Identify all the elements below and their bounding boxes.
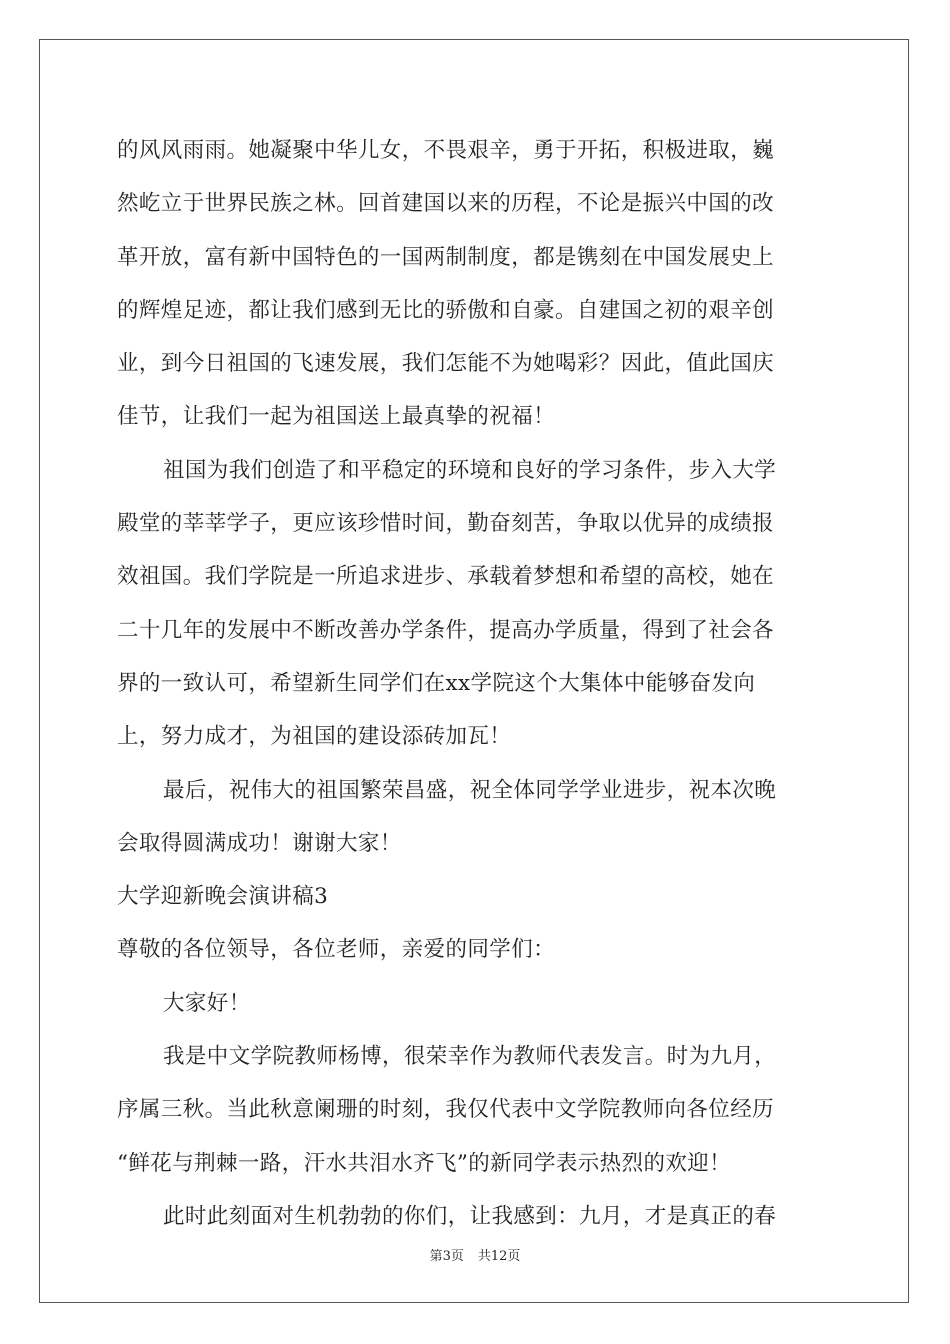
text-line: 业，到今日祖国的飞速发展，我们怎能不为她喝彩？因此，值此国庆 [117,351,775,377]
text-line: 的风风雨雨。她凝聚中华儿女，不畏艰辛，勇于开拓，积极进取，巍 [117,138,775,163]
text-line: 效祖国。我们学院是一所追求进步、承载着梦想和希望的高校，她在 [117,564,775,590]
page-footer [0,1245,950,1264]
text-line: 的辉煌足迹，都让我们感到无比的骄傲和自豪。自建国之初的艰辛创 [117,297,775,323]
document-body [117,124,833,1243]
paragraph-start-line: 最后，祝伟大的祖国繁荣昌盛，祝全体同学学业进步，祝本次晚 [163,777,777,803]
paragraph-start-line: 我是中文学院教师杨博，很荣幸作为教师代表发言。时为九月， [163,1044,777,1070]
page-total: 共12页 [477,1249,521,1264]
text-line: 会取得圆满成功！谢谢大家！ [117,830,402,856]
text-line: 上，努力成才，为祖国的建设添砖加瓦！ [117,724,512,750]
text-line: 佳节，让我们一起为祖国送上最真挚的祝福！ [117,404,556,430]
paragraph-start-line: 此时此刻面对生机勃勃的你们，让我感到：九月，才是真正的春 [163,1203,777,1229]
text-line: 革开放，富有新中国特色的一国两制制度，都是镌刻在中国发展史上 [117,244,775,270]
greeting-line: 大家好！ [163,990,251,1016]
page-number: 第3页 [429,1249,464,1264]
paragraph-start-line: 祖国为我们创造了和平稳定的环境和良好的学习条件，步入大学 [163,457,777,483]
text-line: “鲜花与荆棘一路，汗水共泪水齐飞”的新同学表示热烈的欢迎！ [117,1150,732,1176]
text-line: 殿堂的莘莘学子，更应该珍惜时间，勤奋刻苦，争取以优异的成绩报 [117,511,775,537]
text-line: 二十几年的发展中不断改善办学条件，提高办学质量，得到了社会各 [117,617,775,643]
text-line: 界的一致认可，希望新生同学们在xx学院这个大集体中能够奋发向 [117,670,756,696]
salutation-line: 尊敬的各位领导，各位老师，亲爱的同学们： [117,937,556,963]
text-line: 序属三秋。当此秋意阑珊的时刻，我仅代表中文学院教师向各位经历 [117,1097,775,1123]
section-title: 大学迎新晚会演讲稿3 [117,884,329,910]
text-line: 然屹立于世界民族之林。回首建国以来的历程，不论是振兴中国的改 [117,191,775,217]
